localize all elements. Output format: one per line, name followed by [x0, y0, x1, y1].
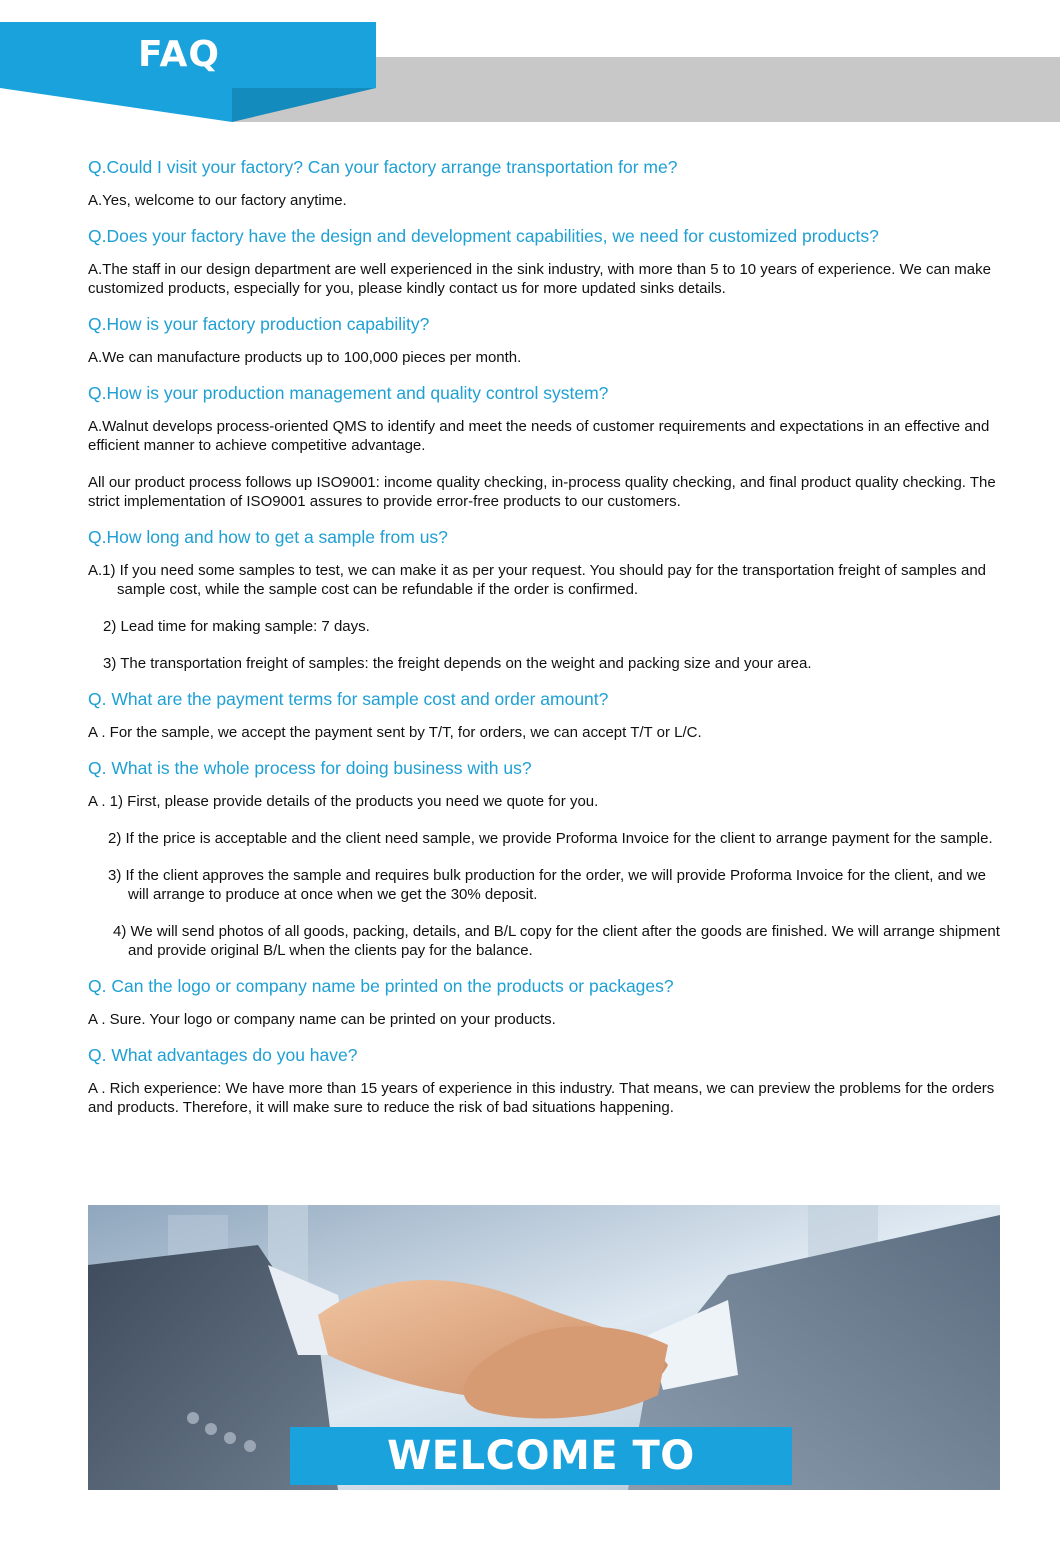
faq-question: Q.How is your factory production capability?: [88, 314, 430, 334]
faq-answer: 3) The transportation freight of samples: the freight depends on the weight and packing size and your area.: [103, 655, 812, 672]
faq-item: [88, 974, 1000, 1029]
faq-answer: 4) We will send photos of all goods, packing, details, and B/L copy for the client after the goods are finished. We will arrange shipment and provide original B/L when the clients pay for the balance.: [113, 923, 1000, 959]
faq-answer: A . Rich experience: We have more than 15 years of experience in this industry. That means, we can preview the problems for the orders and products. Therefore, it will make sure to reduce the risk of bad situations happening.: [88, 1080, 995, 1116]
faq-question: Q. What is the whole process for doing business with us?: [88, 758, 532, 778]
faq-banner: [0, 0, 1060, 125]
page-title: FAQ: [138, 34, 220, 75]
sleeve-button: [244, 1440, 256, 1452]
faq-question: Q.How is your production management and quality control system?: [88, 383, 609, 403]
faq-question: Q. What advantages do you have?: [88, 1045, 358, 1065]
faq-answer: A . For the sample, we accept the payment sent by T/T, for orders, we can accept T/T or L/C.: [88, 724, 702, 741]
sleeve-button: [205, 1423, 217, 1435]
faq-answer: 3) If the client approves the sample and requires bulk production for the order, we will provide Proforma Invoice for the client, and we will arrange to produce at once when we get the 30% deposit.: [108, 867, 986, 903]
faq-answer: A.Yes, welcome to our factory anytime.: [88, 192, 347, 209]
faq-item: [88, 687, 1000, 742]
faq-answer: A.We can manufacture products up to 100,000 pieces per month.: [88, 349, 522, 366]
faq-item: [88, 525, 1000, 673]
faq-question: Q. Can the logo or company name be printed on the products or packages?: [88, 976, 674, 996]
faq-answer: A.Walnut develops process-oriented QMS to identify and meet the needs of customer requirements and expectations in an effective and efficient manner to achieve competitive advantage.: [88, 418, 990, 454]
faq-answer: 2) If the price is acceptable and the client need sample, we provide Proforma Invoice for the client to arrange payment for the sample.: [108, 830, 993, 847]
faq-list: [88, 155, 1000, 1131]
faq-item: [88, 756, 1000, 960]
faq-question: Q.Could I visit your factory? Can your factory arrange transportation for me?: [88, 157, 678, 177]
faq-item: [88, 312, 1000, 367]
faq-answer: A . 1) First, please provide details of the products you need we quote for you.: [88, 793, 599, 810]
faq-item: [88, 155, 1000, 210]
faq-answer: All our product process follows up ISO9001: income quality checking, in-process quality checking, and final product quality checking. The strict implementation of ISO9001 assures to provide error-free products to our customers.: [88, 474, 996, 510]
faq-question: Q. What are the payment terms for sample cost and order amount?: [88, 689, 609, 709]
faq-answer: A.The staff in our design department are well experienced in the sink industry, with more than 5 to 10 years of experience. We can make customized products, especially for you, please kindly contact us for more updated sinks details.: [88, 261, 991, 297]
faq-item: [88, 381, 1000, 511]
contact-banner: WELCOME TO CONTACT US: [290, 1427, 792, 1485]
faq-item: [88, 224, 1000, 298]
sleeve-button: [187, 1412, 199, 1424]
faq-question: Q.How long and how to get a sample from us?: [88, 527, 448, 547]
faq-item: [88, 1043, 1000, 1117]
faq-answer: A.1) If you need some samples to test, we can make it as per your request. You should pay for the transportation freight of samples and sample cost, while the sample cost can be refundable if the order is confirmed.: [88, 562, 987, 598]
faq-answer: A . Sure. Your logo or company name can be printed on your products.: [88, 1011, 556, 1028]
sleeve-button: [224, 1432, 236, 1444]
faq-answer: 2) Lead time for making sample: 7 days.: [103, 618, 370, 635]
faq-question: Q.Does your factory have the design and development capabilities, we need for customized products?: [88, 226, 879, 246]
